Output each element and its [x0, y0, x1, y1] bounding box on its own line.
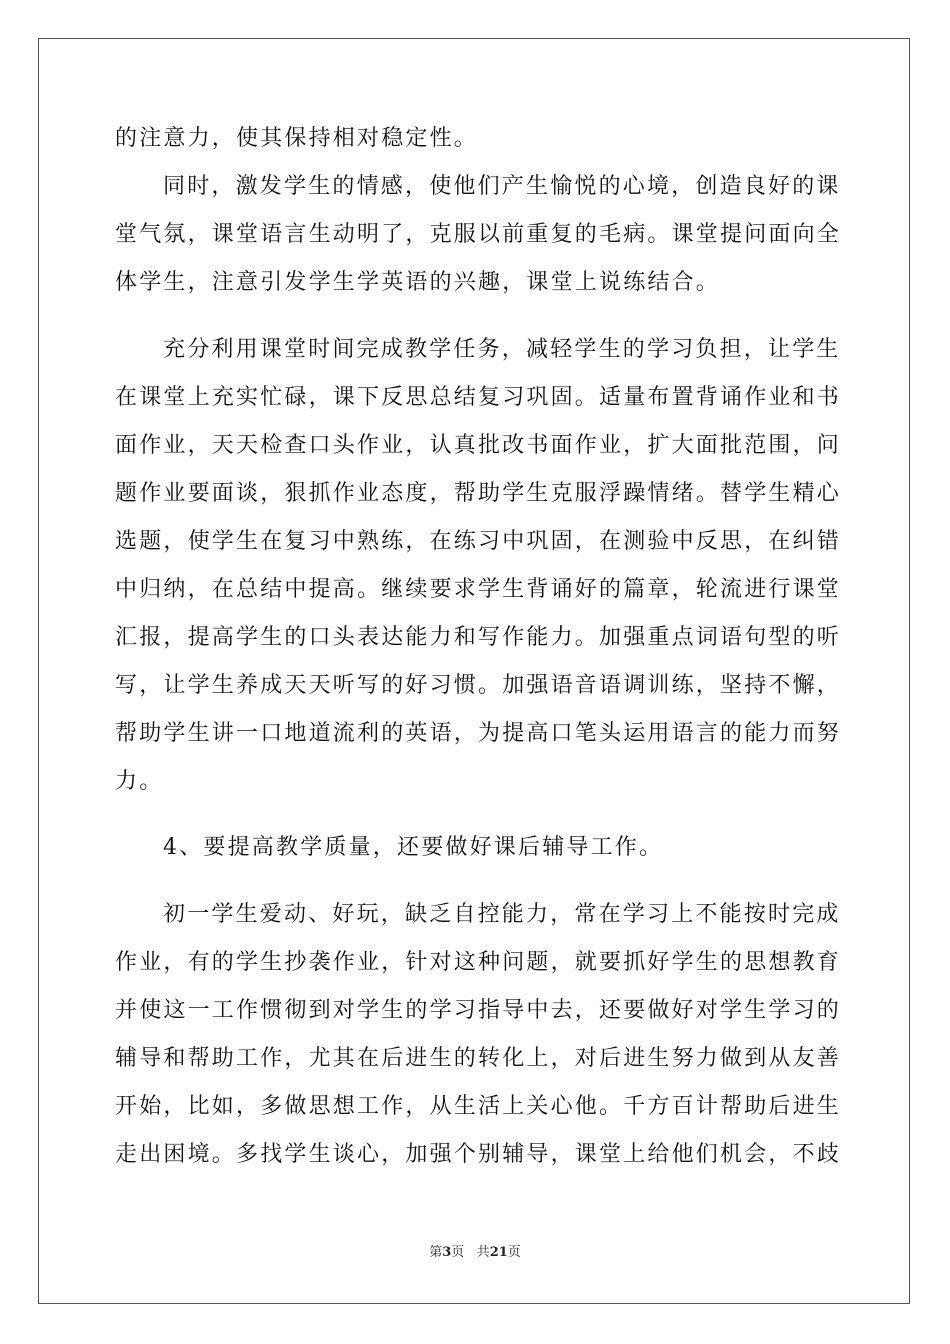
- paragraph-line: 写，让学生养成天天听写的好习惯。加强语音语调训练，坚持不懈，: [115, 673, 842, 698]
- paragraph-line: 选题，使学生在复习中熟练，在练习中巩固，在测验中反思，在纠错: [115, 529, 842, 554]
- paragraph-line: 题作业要面谈，狠抓作业态度，帮助学生克服浮躁情绪。替学生精心: [115, 481, 842, 506]
- paragraph-line: 走出困境。多找学生谈心，加强个别辅导，课堂上给他们机会，不歧: [115, 1142, 842, 1167]
- paragraph-line: 在课堂上充实忙碌，课下反思总结复习巩固。适量布置背诵作业和书: [115, 385, 842, 410]
- paragraph-line: 同时，激发学生的情感，使他们产生愉悦的心境，创造良好的课: [163, 174, 841, 199]
- footer-total-prefix: 共: [476, 1245, 490, 1260]
- section-heading: 4、要提高教学质量，还要做好课后辅导工作。: [163, 835, 664, 860]
- paragraph-line: 体学生，注意引发学生学英语的兴趣，课堂上说练结合。: [115, 270, 721, 295]
- footer-page-number: 3: [442, 1245, 452, 1260]
- paragraph-line: 中归纳，在总结中提高。继续要求学生背诵好的篇章，轮流进行课堂: [115, 577, 842, 602]
- page-footer: [0, 1244, 950, 1262]
- paragraph-line: 初一学生爱动、好玩，缺乏自控能力，常在学习上不能按时完成: [163, 902, 841, 927]
- footer-total-suffix: 页: [507, 1245, 521, 1260]
- paragraph-line: 堂气氛，课堂语言生动明了，克服以前重复的毛病。课堂提问面向全: [115, 222, 842, 247]
- paragraph-line: 辅导和帮助工作，尤其在后进生的转化上，对后进生努力做到从友善: [115, 1046, 842, 1071]
- footer-total-number: 21: [489, 1245, 508, 1260]
- paragraph-line: 充分利用课堂时间完成教学任务，减轻学生的学习负担，让学生: [163, 337, 841, 362]
- paragraph-line: 力。: [115, 769, 164, 794]
- footer-page-prefix: 第: [429, 1245, 443, 1260]
- paragraph-line: 并使这一工作惯彻到对学生的学习指导中去，还要做好对学生学习的: [115, 998, 842, 1023]
- text-line: 的注意力，使其保持相对稳定性。: [115, 126, 479, 151]
- paragraph-line: 汇报，提高学生的口头表达能力和写作能力。加强重点词语句型的听: [115, 625, 842, 650]
- paragraph-line: 帮助学生讲一口地道流利的英语，为提高口笔头运用语言的能力而努: [115, 721, 842, 746]
- paragraph-line: 开始，比如，多做思想工作，从生活上关心他。千方百计帮助后进生: [115, 1094, 842, 1119]
- paragraph-line: 面作业，天天检查口头作业，认真批改书面作业，扩大面批范围，问: [115, 433, 842, 458]
- footer-page-suffix: 页: [451, 1245, 465, 1260]
- paragraph-line: 作业，有的学生抄袭作业，针对这种问题，就要抓好学生的思想教育: [115, 950, 842, 975]
